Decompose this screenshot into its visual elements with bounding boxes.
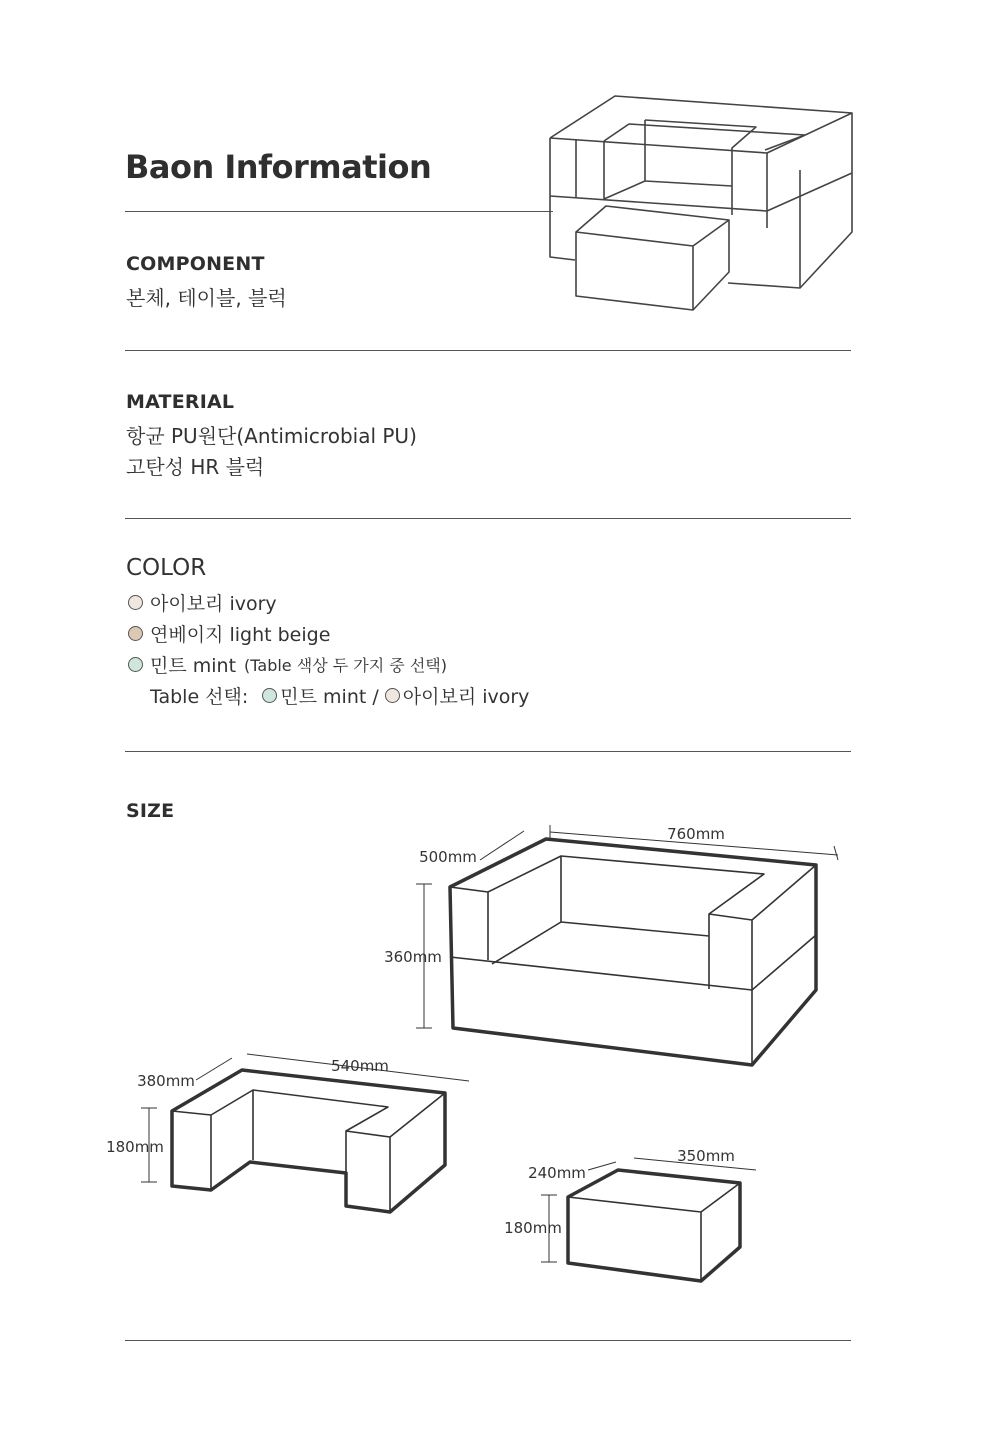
table-choice-ivory: 아이보리 ivory (402, 686, 530, 708)
sofa-body-illustration (416, 825, 838, 1065)
block-height-label: 180mm (106, 1138, 164, 1156)
component-label: COMPONENT (126, 253, 265, 275)
block-depth-label: 380mm (137, 1072, 195, 1090)
color-option-text: 민트 mint (150, 655, 237, 677)
sofa-depth-label: 500mm (419, 848, 477, 866)
color-option-text: 아이보리 ivory (150, 593, 277, 615)
table-choice-prefix: Table 선택: (150, 686, 249, 708)
material-line-1: 항균 PU원단(Antimicrobial PU) (126, 424, 417, 448)
sofa-width-label: 760mm (667, 825, 725, 843)
divider (125, 1340, 851, 1341)
page-title: Baon Information (125, 148, 432, 186)
material-label: MATERIAL (126, 391, 235, 413)
table-depth-label: 240mm (528, 1164, 586, 1182)
table-width-label: 350mm (677, 1147, 735, 1165)
color-option-text: 연베이지 light beige (150, 624, 331, 646)
size-label: SIZE (126, 800, 175, 822)
table-choice-mint: 민트 mint / (280, 686, 379, 708)
block-width-label: 540mm (331, 1057, 389, 1075)
sofa-set-illustration (550, 96, 852, 310)
material-line-2: 고탄성 HR 블럭 (126, 455, 265, 479)
component-value: 본체, 테이블, 블럭 (126, 286, 287, 310)
sofa-height-label: 360mm (384, 948, 442, 966)
table-height-label: 180mm (504, 1219, 562, 1237)
color-label: COLOR (126, 555, 207, 581)
color-option-note: (Table 색상 두 가지 중 선택) (244, 656, 447, 675)
